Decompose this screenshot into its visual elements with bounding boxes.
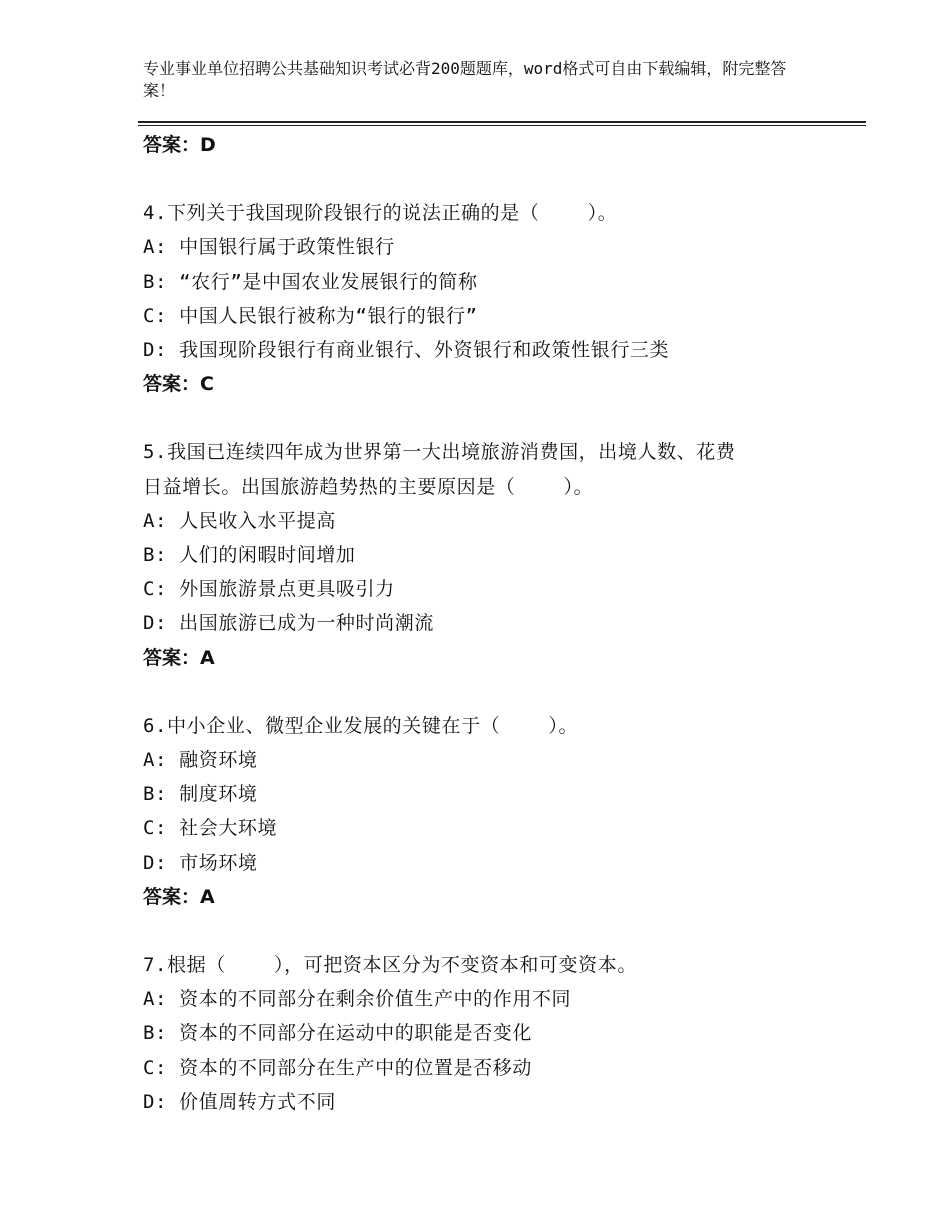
question-text-line-1: 5.我国已连续四年成为世界第一大出境旅游消费国，出境人数、花费 <box>143 441 736 464</box>
option-d: D: 我国现阶段银行有商业银行、外资银行和政策性银行三类 <box>143 339 670 362</box>
header-rule-thick <box>138 121 866 123</box>
spacer <box>143 162 823 196</box>
option-b: B: 制度环境 <box>143 783 258 806</box>
option-d: D: 价值周转方式不同 <box>143 1090 336 1113</box>
question-text: 4.下列关于我国现阶段银行的说法正确的是（ ）。 <box>143 202 618 225</box>
option-b: B: 资本的不同部分在运动中的职能是否变化 <box>143 1022 532 1045</box>
option-c: C: 中国人民银行被称为“银行的银行” <box>143 304 478 327</box>
question-block-5 <box>143 435 823 674</box>
spacer <box>143 401 823 435</box>
answer-q3: 答案：D <box>143 134 216 156</box>
question-text: 7.根据（ ），可把资本区分为不变资本和可变资本。 <box>143 954 637 977</box>
page-header: 专业事业单位招聘公共基础知识考试必背200题题库，word格式可自由下载编辑，附完整答案！ <box>143 59 787 100</box>
question-block-7 <box>143 948 823 1119</box>
option-d: D: 市场环境 <box>143 851 258 874</box>
question-block-6 <box>143 709 823 914</box>
option-a: A: 融资环境 <box>143 749 258 772</box>
option-b: B: 人们的闲暇时间增加 <box>143 544 356 567</box>
answer-q5: 答案：A <box>143 646 215 669</box>
answer-q4: 答案：C <box>143 373 214 396</box>
option-c: C: 外国旅游景点更具吸引力 <box>143 578 395 601</box>
spacer <box>143 675 823 709</box>
question-text-line-2: 日益增长。出国旅游趋势热的主要原因是（ ）。 <box>143 475 594 498</box>
option-a: A: 资本的不同部分在剩余价值生产中的作用不同 <box>143 988 572 1011</box>
spacer <box>143 914 823 948</box>
question-list <box>143 128 823 1119</box>
option-c: C: 社会大环境 <box>143 817 278 840</box>
header-rule-thin <box>138 125 866 126</box>
answer-q6: 答案：A <box>143 885 215 908</box>
option-a: A: 人民收入水平提高 <box>143 509 336 532</box>
option-a: A: 中国银行属于政策性银行 <box>143 236 395 259</box>
question-text: 6.中小企业、微型企业发展的关键在于（ ）。 <box>143 714 579 737</box>
option-c: C: 资本的不同部分在生产中的位置是否移动 <box>143 1056 532 1079</box>
option-d: D: 出国旅游已成为一种时尚潮流 <box>143 612 434 635</box>
question-block-4 <box>143 196 823 401</box>
option-b: B: “农行”是中国农业发展银行的简称 <box>143 270 478 293</box>
